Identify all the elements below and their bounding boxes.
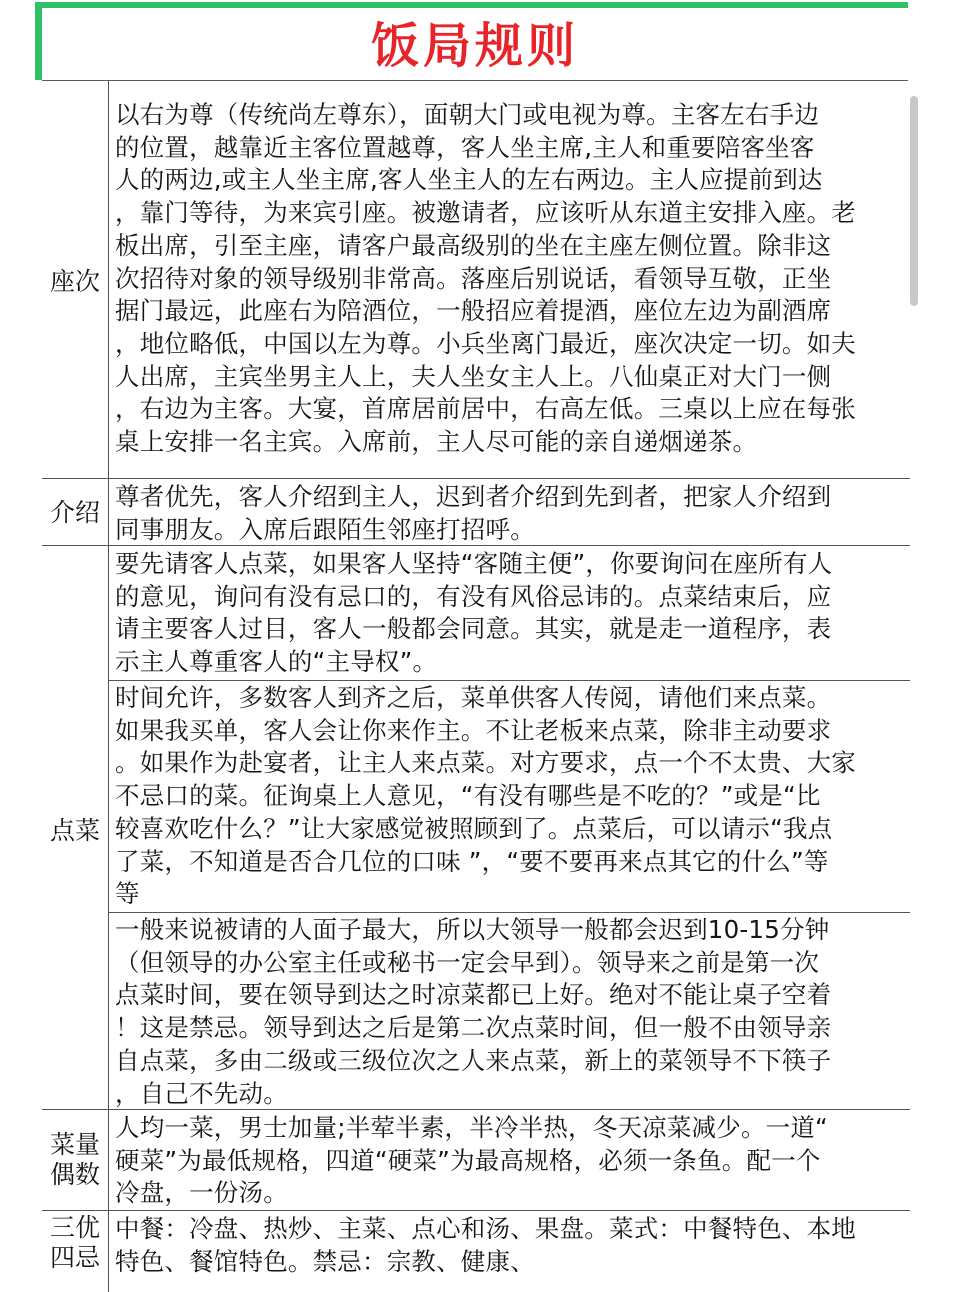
row-label-intro: 介绍 <box>49 498 100 527</box>
column-divider <box>108 1211 109 1292</box>
row-subdivider <box>108 680 910 681</box>
column-divider <box>108 546 109 1109</box>
column-divider <box>108 479 109 545</box>
row-label-rules: 三优 四忌 <box>49 1213 100 1272</box>
row-text-rules: 中餐：冷盘、热炒、主菜、点心和汤、果盘。菜式：中餐特色、本地 特色、餐馆特色。禁忌：宗教、健康、 <box>115 1214 856 1276</box>
row-text-seating: 以右为尊（传统尚左尊东），面朝大门或电视为尊。主客左右手边 的位置，越靠近主客位置越尊，客人坐主席,主人和重要陪客坐客 人的两边,或主人坐主席,客人坐主人的左右两边。主人应提前到达 ，靠门等待，为来宾引座。被邀请者，应该听从东道主安排入座。老 板出席，引至主座，请客户最高级别的坐在主座左侧位置。除非这 次招待对象的领导级别非常高。落座后别说话，看领导互敬，正坐 据门最远，此座右为陪酒位，一般招应着提酒，座位左边为副酒席 ，地位略低，中国以左为尊。小兵坐离门最近，座次决定一切。如夫 人出席，主宾坐男主人上，夫人坐女主人上。八仙桌正对大门一侧 ，右边为主客。大宴，首席居前居中，右高左低。三桌以上应在每张 桌上安排一名主宾。入席前，主人尽可能的亲自递烟递茶。 <box>115 100 856 457</box>
row-label-seating: 座次 <box>49 267 100 296</box>
table-row-seating <box>42 81 910 479</box>
row-label-ordering: 点菜 <box>49 816 100 845</box>
table-row-ordering <box>42 546 910 1110</box>
row-text-ordering-3: 一般来说被请的人面子最大，所以大领导一般都会迟到10-15分钟 （但领导的办公室主任或秘书一定会早到）。领导来之前是第一次 点菜时间，要在领导到达之时凉菜都已上好。绝对不能让桌子空着 ！这是禁忌。领导到达之后是第二次点菜时间，但一般不由领导亲 自点菜，多由二级或三级位次之人来点菜，新上的菜领导不下筷子 ，自己不先动。 <box>115 915 832 1108</box>
row-subdivider <box>108 912 910 913</box>
scrollbar-thumb[interactable] <box>910 96 918 306</box>
header-accent-edge <box>35 2 42 80</box>
row-text-ordering-2: 时间允许，多数客人到齐之后，菜单供客人传阅，请他们来点菜。 如果我买单，客人会让你来作主。不让老板来点菜，除非主动要求 。如果作为赴宴者，让主人来点菜。对方要求，点一个不太贵、大家 不忌口的菜。征询桌上人意见，“有没有哪些是不吃的？”或是“比 较喜欢吃什么？”让大家感觉被照顾到了。点菜后，可以请示“我点 了菜，不知道是否合几位的口味 ”，“要不要再来点其它的什么”等 等 <box>115 683 856 909</box>
table-row-rules <box>42 1211 910 1292</box>
row-label-quantity: 菜量 偶数 <box>49 1130 100 1189</box>
row-text-intro: 尊者优先，客人介绍到主人，迟到者介绍到先到者，把家人介绍到 同事朋友。入席后跟陌生邻座打招呼。 <box>115 482 832 544</box>
column-divider <box>108 81 109 478</box>
title-header <box>42 8 908 81</box>
column-divider <box>108 1110 109 1210</box>
table-row-quantity <box>42 1110 910 1211</box>
page-title: 饭局规则 <box>370 18 579 74</box>
row-text-quantity: 人均一菜，男士加量;半荤半素，半冷半热，冬天凉菜减少。一道“ 硬菜”为最低规格，四道“硬菜”为最高规格，必须一条鱼。配一个 冷盘，一份汤。 <box>115 1113 828 1208</box>
table-row-intro <box>42 479 910 546</box>
row-text-ordering-1: 要先请客人点菜，如果客人坚持“客随主便”，你要询问在座所有人 的意见，询问有没有忌口的，有没有风俗忌讳的。点菜结束后，应 请主要客人过目，客人一般都会同意。其实，就是走一道程序，表 示主人尊重客人的“主导权”。 <box>115 549 833 677</box>
